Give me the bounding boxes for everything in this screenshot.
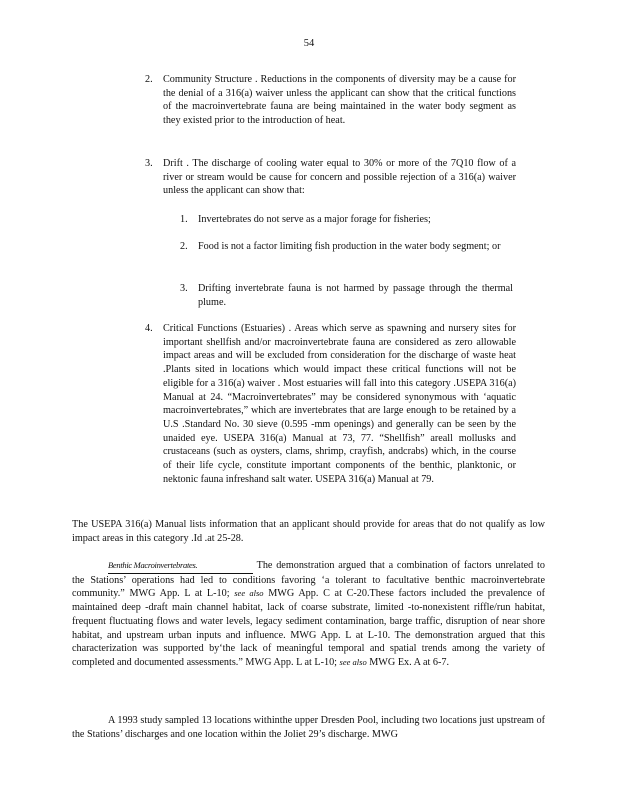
list-item-drift [145, 157, 516, 198]
sublist-number: 2. [180, 241, 188, 252]
sublist-item-text: Drifting invertebrate fauna is not harmed by passage through the thermal plume. [198, 283, 513, 308]
list-item-community-structure [145, 73, 516, 128]
paragraph-benthic [72, 559, 545, 670]
page-number: 54 [303, 38, 315, 49]
list-number: 4. [145, 323, 153, 334]
section-heading: Benthic Macroinvertebrates. [108, 559, 253, 574]
paragraph-1993-study [72, 714, 545, 741]
sublist-item-text: Food is not a factor limiting fish production in the water body segment; or [198, 241, 501, 252]
list-number: 3. [145, 158, 153, 169]
paragraph-manual-info: The USEPA 316(a) Manual lists information that an applicant should provide for areas that do not qualify as low impact areas in this category .Id .at 25-28. [72, 519, 545, 544]
citation-signal: see also [339, 656, 367, 667]
citation-signal: see also [234, 588, 264, 599]
sublist-item-drifting [180, 282, 513, 309]
sublist-item-text: Invertebrates do not serve as a major forage for fisheries; [198, 214, 431, 225]
paragraph-text: MWG App. C at C-20.These factors included the prevalence of maintained deep -draft main channel habitat, lack of coarse substrate, limited -to-nonexistent riffle/run habitat, frequent fluctuating flows and water levels, legacy sediment contamination, barge traffic, disruption of near shore habitat, and upstream urban inputs and influence. MWG App. L at L-10. The demonstration argued that this characterization was supported by‘the lack of meaningful temporal and spatial trends among the variety of completed and documented assessments.” MWG App. L at L-10; [72, 588, 546, 668]
list-number: 2. [145, 74, 153, 85]
list-item-critical-functions [145, 322, 516, 486]
list-item-text: Community Structure . Reductions in the components of diversity may be a cause for the denial of a 316(a) waiver unless the applicant can show that the critical functions of the macroinvertebrate fauna are being maintained in the water body segment as they existed prior to the introduction of heat. [163, 74, 516, 127]
sublist-item-forage [180, 213, 513, 227]
sublist-number: 3. [180, 283, 188, 294]
list-item-text: Critical Functions (Estuaries) . Areas which serve as spawning and nursery sites for important shellfish and/or macroinvertebrate fauna are considered as zero allowable impact areas and will be excluded from consideration for the discharge of waste heat .Plants sited in locations which would impact these critical functions will not be eligible for a 316(a) waiver . Most estuaries will fall into this category .USEPA 316(a) Manual at 24. “Macroinvertebrates” may be considered synonymous with ‘aquatic macroinvertebrates,” which are invertebrates that are large enough to be retained by a U.S .Standard No. 30 sieve (0.595 -mm openings) and generally can be seen by the unaided eye. USEPA 316(a) Manual at 73, 77. “Shellfish” areall mollusks and crustaceans (such as oysters, clams, shrimp, crayfish, andcrabs) which, in the course of their life cycle, constitute important components of the benthic, planktonic, or nektonic fauna infreshand salt water. USEPA 316(a) Manual at 79. [163, 323, 516, 485]
sublist-number: 1. [180, 214, 188, 225]
paragraph-text: MWG Ex. A at 6-7. [369, 656, 450, 668]
list-item-text: Drift . The discharge of cooling water equal to 30% or more of the 7Q10 flow of a river or stream would be cause for concern and possible rejection of a 316(a) waiver unless the applicant can show that: [163, 158, 516, 197]
paragraph-text: A 1993 study sampled 13 locations withinthe upper Dresden Pool, including two locations just upstream of the Stations’ discharges and one location within the Joliet 29’s discharge. MWG [72, 715, 545, 740]
sublist-item-food [180, 240, 513, 254]
paragraph-text: The demonstration argued that a combination of factors unrelated to the Stations’ operations had led to conditions favoring ‘a tolerant to facultative benthic macroinvertebrate community.” MWG App. L at L-10; [72, 560, 545, 600]
